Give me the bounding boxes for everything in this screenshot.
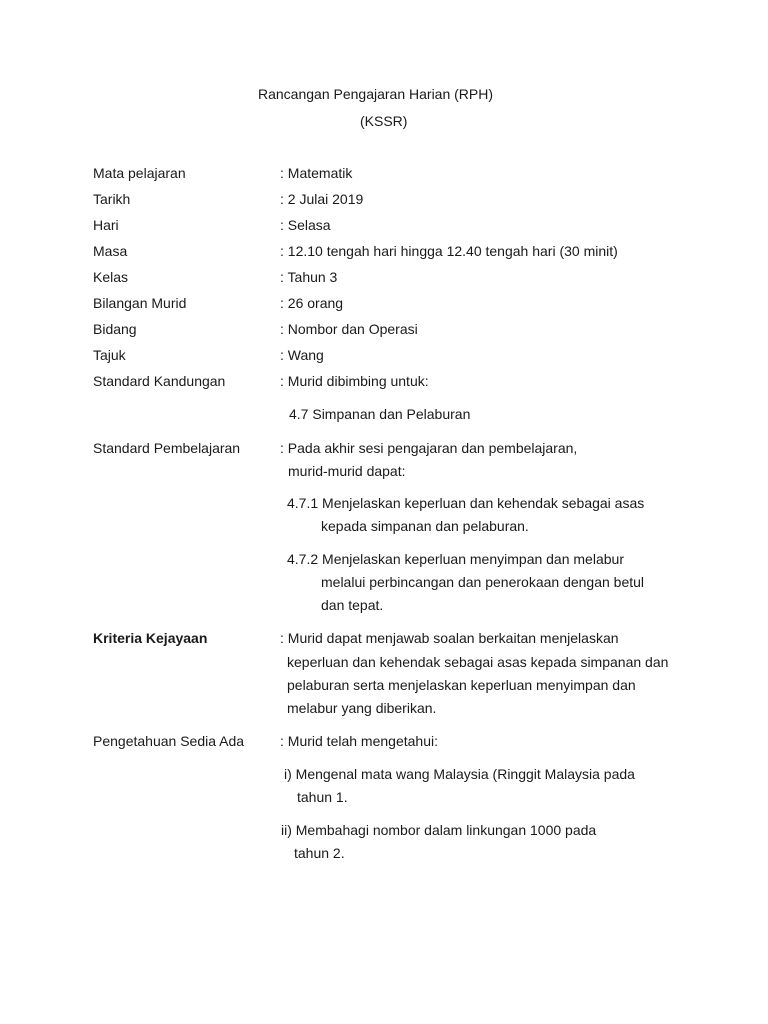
label-bidang: Bidang xyxy=(93,321,137,337)
pengetahuan-sedia-ada-intro: : Murid telah mengetahui: xyxy=(280,733,438,749)
standard-pembelajaran-item2-line3: dan tepat. xyxy=(321,597,384,613)
value-standard-kandungan: : Murid dibimbing untuk: xyxy=(280,373,429,389)
document-subtitle: (KSSR) xyxy=(360,113,408,129)
kriteria-kejayaan-line3: pelaburan serta menjelaskan keperluan menyimpan dan xyxy=(287,677,636,693)
label-masa: Masa xyxy=(93,243,128,259)
value-mata-pelajaran: : Matematik xyxy=(280,165,353,181)
label-tarikh: Tarikh xyxy=(93,191,131,207)
pengetahuan-item2-line1: ii) Membahagi nombor dalam linkungan 1000 pada xyxy=(281,822,597,838)
pengetahuan-item1-line1: i) Mengenal mata wang Malaysia (Ringgit Malaysia pada xyxy=(284,766,635,782)
standard-pembelajaran-intro-line1: : Pada akhir sesi pengajaran dan pembelajaran, xyxy=(280,440,578,456)
value-kelas: : Tahun 3 xyxy=(280,269,338,285)
label-kelas: Kelas xyxy=(93,269,129,285)
standard-pembelajaran-intro-line2: murid-murid dapat: xyxy=(288,463,406,479)
value-masa: : 12.10 tengah hari hingga 12.40 tengah hari (30 minit) xyxy=(280,243,618,259)
label-standard-pembelajaran: Standard Pembelajaran xyxy=(93,440,241,456)
label-pengetahuan-sedia-ada: Pengetahuan Sedia Ada xyxy=(93,733,245,749)
label-tajuk: Tajuk xyxy=(93,347,126,363)
label-standard-kandungan: Standard Kandungan xyxy=(93,373,226,389)
standard-pembelajaran-item1-line1: 4.7.1 Menjelaskan keperluan dan kehendak sebagai asas xyxy=(287,495,645,511)
value-tarikh: : 2 Julai 2019 xyxy=(280,191,364,207)
value-tajuk: : Wang xyxy=(280,347,324,363)
kriteria-kejayaan-line2: keperluan dan kehendak sebagai asas kepada simpanan dan xyxy=(287,654,669,670)
standard-pembelajaran-item1-line2: kepada simpanan dan pelaburan. xyxy=(321,518,529,534)
standard-pembelajaran-item2-line1: 4.7.2 Menjelaskan keperluan menyimpan dan melabur xyxy=(287,551,624,567)
value-bidang: : Nombor dan Operasi xyxy=(280,321,418,337)
standard-kandungan-item: 4.7 Simpanan dan Pelaburan xyxy=(289,406,471,422)
label-hari: Hari xyxy=(93,217,119,233)
kriteria-kejayaan-line4: melabur yang diberikan. xyxy=(287,700,437,716)
pengetahuan-item2-line2: tahun 2. xyxy=(294,845,345,861)
label-mata-pelajaran: Mata pelajaran xyxy=(93,165,186,181)
standard-pembelajaran-item2-line2: melalui perbincangan dan penerokaan dengan betul xyxy=(321,574,645,590)
label-kriteria-kejayaan: Kriteria Kejayaan xyxy=(93,630,208,646)
document-title: Rancangan Pengajaran Harian (RPH) xyxy=(258,86,494,102)
pengetahuan-item1-line2: tahun 1. xyxy=(297,789,348,805)
value-hari: : Selasa xyxy=(280,217,331,233)
label-bilangan-murid: Bilangan Murid xyxy=(93,295,187,311)
kriteria-kejayaan-line1: : Murid dapat menjawab soalan berkaitan menjelaskan xyxy=(280,630,619,646)
value-bilangan-murid: : 26 orang xyxy=(280,295,344,311)
